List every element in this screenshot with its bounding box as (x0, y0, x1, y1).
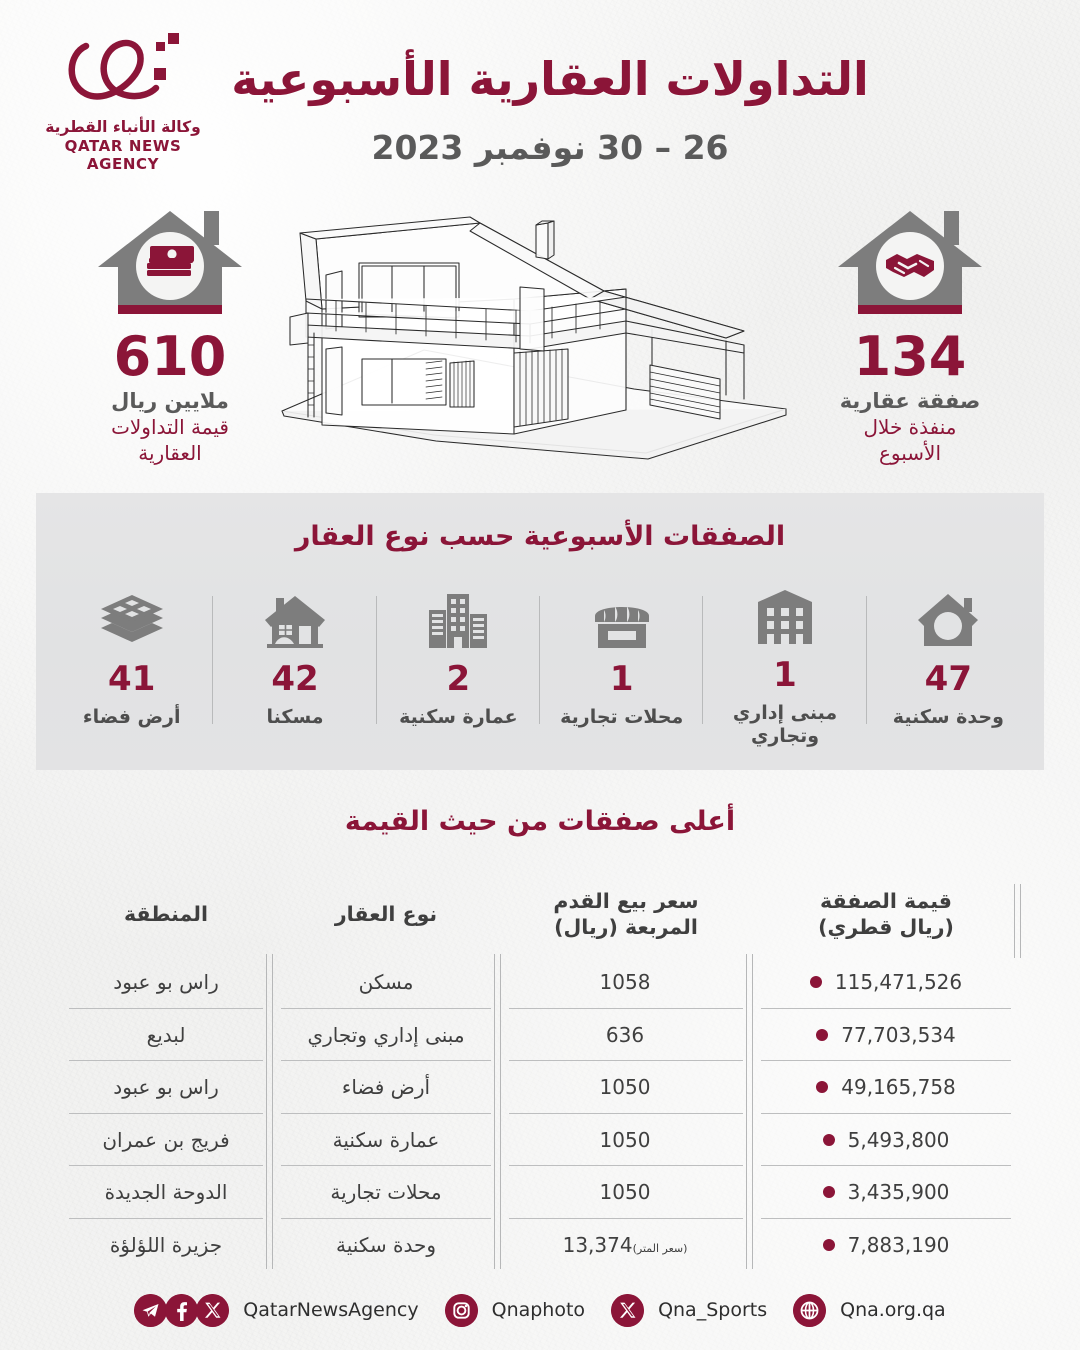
property-types-heading: الصفقات الأسبوعية حسب نوع العقار (294, 521, 786, 552)
deal-value-header-line2: (ريال قطري) (818, 915, 954, 939)
header (0, 0, 1080, 195)
type-count: 1 (773, 655, 797, 696)
cell-property-type (272, 1061, 500, 1114)
type-count: 1 (609, 659, 634, 699)
property-type: مسكن (358, 970, 414, 995)
column-header-deal-value (752, 872, 1020, 956)
deals-number: 134 (853, 325, 967, 388)
social-group-instagram (445, 1294, 585, 1327)
cell-property-type (272, 956, 500, 1009)
cell-deal-value (752, 1061, 1020, 1114)
price-value: 1050 (599, 1127, 651, 1152)
table-row (60, 1061, 1020, 1114)
deal-value: 5,493,800 (847, 1127, 950, 1152)
type-item-apartment-building (377, 588, 540, 748)
region-name: فريج بن عمران (102, 1127, 230, 1152)
deal-value: 77,703,534 (841, 1022, 956, 1047)
table-row (60, 1166, 1020, 1219)
property-types-panel (36, 493, 1044, 770)
table-row (60, 1114, 1020, 1167)
social-group-website (793, 1294, 946, 1327)
top-deals-heading: أعلى صفقات من حيث القيمة (344, 806, 736, 837)
home-unit-icon (916, 588, 980, 650)
deals-sublabel-line2: الأسبوع (878, 440, 942, 465)
date-range: 26 – 30 نوفمبر 2023 (371, 128, 729, 167)
price-header-line1: سعر بيع القدم (553, 888, 699, 913)
column-header-price-per-sqft (500, 872, 752, 956)
cell-region (60, 1219, 272, 1272)
instagram-icon[interactable] (445, 1294, 478, 1327)
cell-deal-value (752, 1009, 1020, 1062)
globe-icon[interactable] (793, 1294, 826, 1327)
value-sublabel-line1: قيمة التداولات (111, 414, 229, 439)
type-label: محلات تجارية (560, 706, 684, 728)
cell-property-type (272, 1166, 500, 1219)
top-deals-table (60, 872, 1020, 1272)
social-handle[interactable]: Qnaphoto (491, 1299, 586, 1321)
social-icons-main (134, 1294, 229, 1327)
qna-atom-logo-icon (28, 24, 218, 116)
type-item-commercial-shops (540, 588, 703, 748)
cell-region (60, 956, 272, 1009)
social-handle[interactable]: QatarNewsAgency (243, 1299, 419, 1321)
cell-price (500, 1009, 752, 1062)
cell-region (60, 1009, 272, 1062)
price-value: 13,374 (562, 1232, 633, 1257)
house-line-drawing (274, 203, 814, 465)
x-icon[interactable] (611, 1294, 644, 1327)
property-types-row (50, 588, 1030, 748)
apartment-towers-icon (427, 588, 489, 650)
property-type: عمارة سكنية (332, 1127, 440, 1152)
price-value: 1050 (599, 1180, 651, 1205)
logo-english-text: QATAR NEWS AGENCY (64, 137, 182, 173)
table-row (60, 956, 1020, 1009)
type-item-residential-unit (867, 588, 1030, 748)
table-row (60, 1219, 1020, 1272)
social-group-sports (611, 1294, 767, 1327)
deal-value: 3,435,900 (847, 1180, 950, 1205)
deal-value: 115,471,526 (834, 970, 963, 995)
type-label: مسكنا (266, 706, 324, 728)
deals-sublabel-line1: منفذة خلال (863, 414, 957, 439)
cell-property-type (272, 1114, 500, 1167)
cell-deal-value (752, 1114, 1020, 1167)
price-value: 1050 (599, 1075, 651, 1100)
social-handle[interactable]: Qna.org.qa (840, 1299, 946, 1321)
price-value: 636 (605, 1022, 645, 1047)
type-count: 2 (446, 659, 471, 699)
cell-price (500, 1061, 752, 1114)
facebook-icon[interactable] (165, 1294, 198, 1327)
type-label: أرض فضاء (82, 706, 181, 728)
row-bullet-icon (816, 1081, 828, 1093)
row-bullet-icon (823, 1134, 835, 1146)
page-title: التداولات العقارية الأسبوعية (231, 52, 869, 106)
deals-label: صفقة عقارية (839, 388, 981, 413)
qna-logo (28, 24, 218, 173)
column-header-property-type: نوع العقار (272, 872, 500, 956)
table-row (60, 1009, 1020, 1062)
cell-region (60, 1061, 272, 1114)
price-note: (سعر المتر) (632, 1241, 688, 1255)
cell-price (500, 1219, 752, 1272)
cell-property-type (272, 1009, 500, 1062)
region-name: راس بو عبود (113, 970, 219, 995)
row-bullet-icon (810, 976, 822, 988)
price-header-line2: المربعة (ريال) (554, 915, 698, 939)
social-handle[interactable]: Qna_Sports (658, 1299, 768, 1321)
house-chimney-icon (263, 588, 327, 650)
stat-total-value (45, 205, 295, 466)
cell-region (60, 1114, 272, 1167)
value-label: ملايين ريال (111, 388, 229, 413)
office-building-icon (756, 588, 814, 646)
region-name: لبديع (146, 1022, 186, 1047)
price-value: 1058 (599, 970, 651, 995)
region-name: جزيرة اللؤلؤة (109, 1232, 223, 1257)
social-group-main (134, 1294, 418, 1327)
cell-price (500, 1166, 752, 1219)
property-type: مبنى إداري وتجاري (307, 1022, 465, 1047)
type-label: وحدة سكنية (892, 706, 1004, 728)
table-header-row (60, 872, 1020, 956)
type-count: 47 (924, 659, 972, 699)
type-item-office-building (703, 588, 866, 748)
row-bullet-icon (823, 1186, 835, 1198)
cell-price (500, 1114, 752, 1167)
shop-awning-icon (591, 588, 653, 650)
region-name: الدوحة الجديدة (104, 1180, 228, 1205)
deal-value: 49,165,758 (841, 1075, 956, 1100)
cell-property-type (272, 1219, 500, 1272)
logo-arabic-text: وكالة الأنباء القطرية (45, 118, 201, 136)
house-handshake-icon (785, 205, 1035, 323)
type-item-dwelling (213, 588, 376, 748)
cell-deal-value (752, 956, 1020, 1009)
type-item-vacant-land (50, 588, 213, 748)
telegram-icon[interactable] (134, 1294, 167, 1327)
stat-deals (785, 205, 1035, 466)
cell-deal-value (752, 1166, 1020, 1219)
type-label: عمارة سكنية (399, 706, 518, 728)
region-name: راس بو عبود (113, 1075, 219, 1100)
hero-section (0, 195, 1080, 480)
x-icon[interactable] (196, 1294, 229, 1327)
property-type: محلات تجارية (330, 1180, 442, 1205)
cell-price (500, 956, 752, 1009)
deal-value: 7,883,190 (847, 1232, 950, 1257)
type-count: 42 (271, 659, 319, 699)
property-type: أرض فضاء (341, 1075, 431, 1100)
social-footer (0, 1286, 1080, 1334)
value-sublabel-line2: العقارية (138, 440, 202, 465)
row-bullet-icon (823, 1239, 835, 1251)
type-count: 41 (108, 659, 156, 699)
cell-region (60, 1166, 272, 1219)
land-layers-icon (99, 588, 165, 650)
value-number: 610 (113, 325, 227, 388)
cell-deal-value (752, 1219, 1020, 1272)
house-money-icon (45, 205, 295, 323)
type-label: مبنى إداري وتجاري (732, 702, 838, 748)
row-bullet-icon (816, 1029, 828, 1041)
property-type: وحدة سكنية (336, 1232, 436, 1257)
column-header-region: المنطقة (60, 872, 272, 956)
deal-value-header-line1: قيمة الصفقة (820, 888, 952, 913)
